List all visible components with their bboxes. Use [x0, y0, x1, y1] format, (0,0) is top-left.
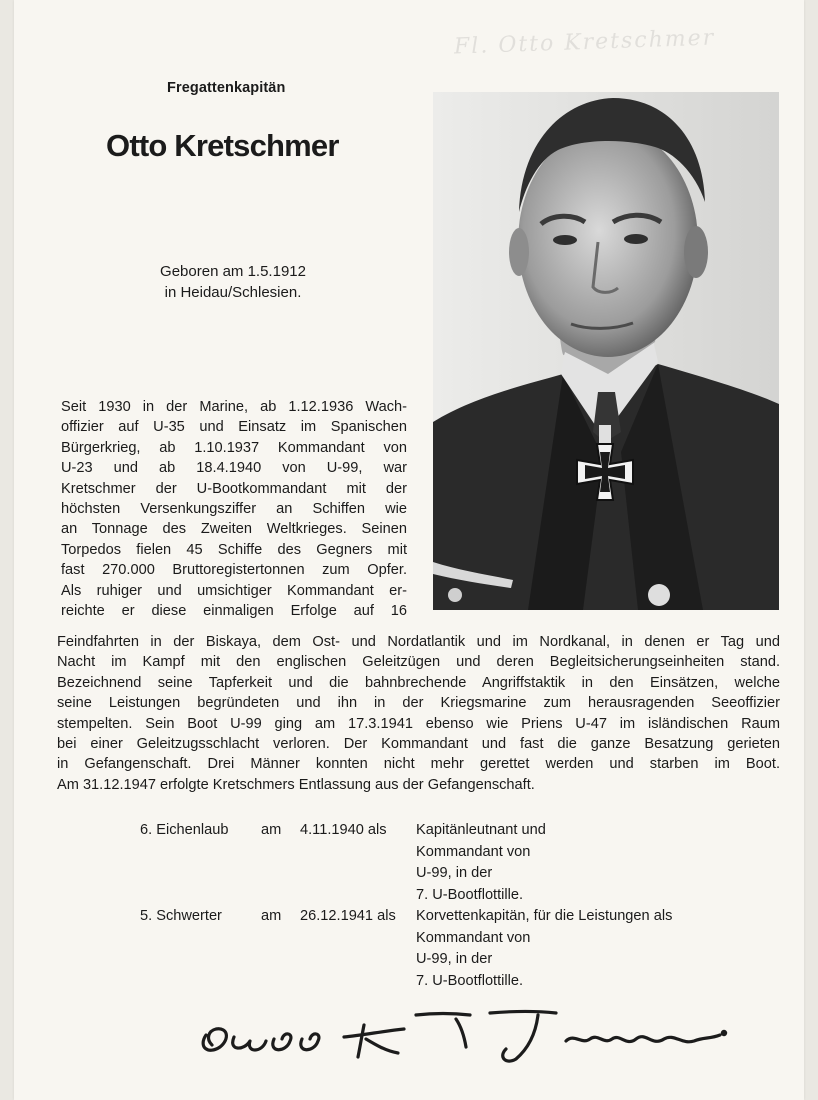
- award-desc-line: 7. U-Bootflottille.: [416, 972, 524, 989]
- text-line: Am 31.12.1947 erfolgte Kretschmers Entlassung aus der Gefangenschaft.: [57, 776, 535, 793]
- award-date: 4.11.1940 als: [300, 822, 387, 838]
- text-line: Kretschmer der U-Bootkommandant mit der: [61, 480, 407, 497]
- award-desc-line: 7. U-Bootflottille.: [416, 886, 524, 903]
- text-line: Als ruhiger und umsichtiger Kommandant er-: [61, 582, 407, 599]
- biography-paragraph-wide: [57, 632, 780, 795]
- biography-paragraph-narrow: [61, 397, 407, 621]
- text-line: Torpedos fielen 45 Schiffe des Gegners mit: [61, 541, 407, 558]
- award-description: [416, 906, 672, 992]
- text-line: Feindfahrten in der Biskaya, dem Ost- und Nordatlantik und im Nordkanal, in denen er Tag und: [57, 634, 780, 650]
- person-name-title: Otto Kretschmer: [106, 128, 339, 163]
- birth-info: [129, 261, 337, 303]
- award-desc-line: Korvettenkapitän, für die Leistungen als: [416, 908, 673, 924]
- award-description: [416, 820, 546, 906]
- award-prep: am: [261, 822, 282, 838]
- award-desc-line: Kommandant von: [416, 843, 531, 860]
- award-prep: am: [261, 908, 282, 924]
- document-page: [14, 0, 804, 1100]
- text-line: fast 270.000 Bruttoregistertonnen zum Opfer.: [61, 562, 407, 579]
- text-line: Bezeichnend seine Tapferkeit und die bahnbrechende Angriffstaktik in den Einsätzen, welche: [57, 674, 780, 691]
- rank-heading: Fregattenkapitän: [167, 80, 286, 96]
- text-line: in Gefangenschaft. Drei Männer konnten nicht mehr gerettet werden und starben im Boot.: [57, 756, 780, 773]
- birth-place: in Heidau/Schlesien.: [164, 284, 302, 301]
- text-line: U-23 und ab 18.4.1940 von U-99, war: [61, 460, 407, 477]
- award-desc-line: Kapitänleutnant und: [416, 822, 546, 838]
- text-line: seine Leistungen begründeten und ihn in der Kriegsmarine zum herausragenden Seeoffizier: [57, 695, 780, 712]
- portrait-photo-icon: [433, 92, 779, 610]
- text-line: offizier auf U-35 und Einsatz im Spanischen: [61, 419, 407, 436]
- faint-pencil-inscription: Fl. Otto Kretschmer: [453, 25, 716, 60]
- award-desc-line: U-99, in der: [416, 865, 493, 881]
- text-line: Bürgerkrieg, ab 1.10.1937 Kommandant von: [61, 439, 407, 456]
- handwritten-signature: [194, 995, 734, 1065]
- award-desc-line: U-99, in der: [416, 951, 493, 967]
- text-line: an Tonnage des Zweiten Weltkrieges. Seinen: [61, 521, 407, 538]
- text-line: bei einer Geleitzugsschlacht verloren. Der Kommandant und fast die ganze Besatzung gerieten: [57, 736, 780, 753]
- award-name: 5. Schwerter: [140, 908, 222, 924]
- text-line: Nacht im Kampf mit den englischen Geleitzügen und deren Begleitsicherungseinheiten stand.: [57, 654, 780, 671]
- award-date: 26.12.1941 als: [300, 908, 396, 924]
- text-line: reichte er diese einmaligen Erfolge auf 16: [61, 603, 407, 620]
- text-line: Seit 1930 in der Marine, ab 1.12.1936 Wach-: [61, 399, 407, 415]
- text-line: höchsten Versenkungsziffer an Schiffen wie: [61, 501, 407, 518]
- award-desc-line: Kommandant von: [416, 929, 531, 946]
- birth-date: Geboren am 1.5.1912: [160, 263, 306, 280]
- award-name: 6. Eichenlaub: [140, 822, 229, 838]
- text-line: stempelten. Sein Boot U-99 ging am 17.3.1941 ebenso wie Priens U-47 im isländischen Raum: [57, 715, 780, 732]
